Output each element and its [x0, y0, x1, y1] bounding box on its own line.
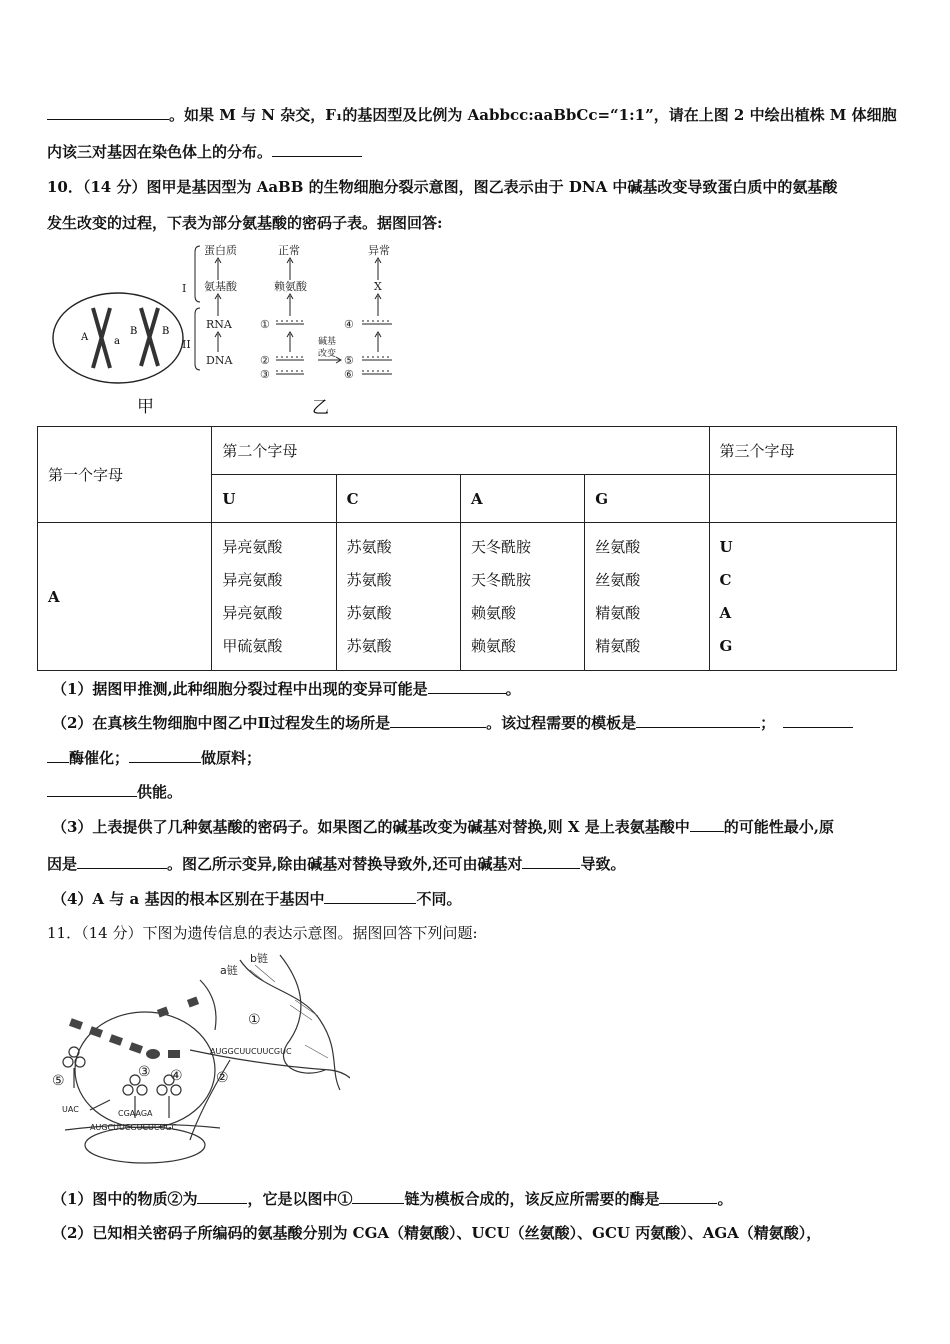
codon-table — [37, 426, 897, 671]
blank — [690, 830, 724, 832]
blank — [352, 1202, 404, 1204]
figure-jia-caption: 甲 — [137, 397, 154, 417]
header-second-letter: 第二个字母 — [212, 427, 709, 475]
label-normal: 正常 — [278, 244, 300, 257]
cell-col-U: 异亮氨酸 异亮氨酸 异亮氨酸 甲硫氨酸 — [212, 523, 336, 671]
q10-sub1: （1）据图甲推测,此种细胞分裂过程中出现的变异可能是 。 — [52, 680, 521, 698]
q10-sub2-line1: （2）在真核生物细胞中图乙中Ⅱ过程发生的场所是 。该过程需要的模板是 ； — [52, 712, 853, 733]
header-third-letter: 第三个字母 — [709, 427, 896, 475]
fig11-num-1: ① — [248, 1012, 261, 1028]
blank — [522, 867, 580, 869]
label-mrna-top: AUGGCUUCUUCGUC — [210, 1047, 292, 1056]
col-header-C: C — [336, 475, 460, 523]
cell-col-C: 苏氨酸 苏氨酸 苏氨酸 苏氨酸 — [336, 523, 460, 671]
q10-sub2-line3: 供能。 — [47, 781, 182, 802]
label-trna-bases: CGAAGA — [118, 1109, 153, 1118]
num-6: ⑥ — [344, 368, 354, 381]
blank — [47, 795, 137, 797]
label-base-1: 碱基 — [318, 337, 337, 347]
q10-sub3-line2: 因是 。图乙所示变异,除由碱基对替换导致外,还可由碱基对 导致。 — [47, 855, 626, 873]
q11-heading: 11．（14 分）下图为遗传信息的表达示意图。据图回答下列问题: — [47, 924, 478, 942]
blank — [659, 1202, 717, 1204]
chromosome-label-B2: B — [162, 326, 170, 337]
label-lysine: 赖氨酸 — [274, 280, 307, 293]
col-header-empty — [709, 475, 896, 523]
blank — [272, 155, 362, 157]
blank — [428, 692, 506, 694]
label-a-chain: a链 — [220, 964, 238, 977]
level-dna: DNA — [206, 354, 233, 367]
blank — [77, 867, 167, 869]
blank — [324, 902, 416, 904]
num-5: ⑤ — [344, 354, 354, 367]
num-2: ② — [260, 354, 270, 367]
num-4: ④ — [344, 318, 354, 331]
fig11-num-2: ② — [216, 1070, 229, 1086]
blank — [390, 726, 486, 728]
chromosome-label-a: a — [114, 336, 120, 347]
level-amino-acid: 氨基酸 — [204, 280, 237, 293]
figure-yi-caption: 乙 — [312, 398, 329, 418]
num-3: ③ — [260, 368, 270, 381]
q10-sub2-line2: 酶催化； 做原料； — [47, 747, 261, 768]
blank — [47, 761, 69, 763]
blank — [129, 761, 201, 763]
col-header-A: A — [460, 475, 584, 523]
q10-heading-2: 发生改变的过程，下表为部分氨基酸的密码子表。据图回答: — [47, 214, 443, 232]
top-line-2: 内该三对基因在染色体上的分布。 — [47, 141, 362, 162]
col-header-U: U — [212, 475, 336, 523]
q10-heading-1: 10．（14 分）图甲是基因型为 AaBB 的生物细胞分裂示意图，图乙表示由于 DNA 中碱基改变导致蛋白质中的氨基酸 — [47, 178, 838, 196]
col-header-G: G — [585, 475, 709, 523]
label-b-chain: b链 — [250, 952, 268, 965]
figure-yi-diagram — [178, 240, 408, 388]
blank — [47, 118, 169, 120]
level-rna: RNA — [206, 318, 232, 331]
header-first-letter: 第一个字母 — [38, 427, 212, 523]
chromosome-label-B1: B — [130, 326, 138, 337]
label-base-2: 改变 — [318, 349, 337, 359]
label-abnormal: 异常 — [368, 244, 390, 257]
label-x: X — [374, 280, 382, 293]
figure-gene-expression — [50, 950, 350, 1170]
fig11-num-4: ④ — [170, 1068, 183, 1084]
roman-I: I — [182, 282, 187, 295]
chromosome-label-A: A — [81, 332, 89, 343]
row-letter-A: A — [38, 523, 212, 671]
fig11-num-5: ⑤ — [52, 1073, 65, 1089]
cell-third-letter: U C A G — [709, 523, 896, 671]
figure-jia-cell — [48, 288, 188, 398]
cell-col-A: 天冬酰胺 天冬酰胺 赖氨酸 赖氨酸 — [460, 523, 584, 671]
blank — [636, 726, 760, 728]
label-mrna-seq: AUGCUUCGUCUCUGC — [90, 1123, 178, 1132]
top-line-1: 。如果 M 与 N 杂交，F₁的基因型及比例为 Aabbcc:aaBbCc=“1:1”，请在上图 2 中绘出植株 M 体细胞 — [47, 104, 897, 125]
roman-II: II — [182, 338, 191, 351]
label-anticodon: UAC — [62, 1105, 79, 1114]
num-1: ① — [260, 318, 270, 331]
q10-sub3-line1: （3）上表提供了几种氨基酸的密码子。如果图乙的碱基改变为碱基对替换,则 X 是上表氨基酸中 的可能性最小,原 — [52, 818, 834, 836]
blank — [197, 1202, 247, 1204]
cell-col-G: 丝氨酸 丝氨酸 精氨酸 精氨酸 — [585, 523, 709, 671]
blank — [783, 726, 853, 728]
q11-sub2: （2）已知相关密码子所编码的氨基酸分别为 CGA（精氨酸）、UCU（丝氨酸）、GCU 丙氨酸）、AGA（精氨酸）， — [52, 1224, 822, 1242]
level-protein: 蛋白质 — [204, 244, 237, 257]
q11-sub1: （1）图中的物质②为 ，它是以图中① 链为模板合成的，该反应所需要的酶是 。 — [52, 1190, 733, 1208]
fig11-num-3: ③ — [138, 1064, 151, 1080]
q10-sub4: （4）A 与 a 基因的根本区别在于基因中 不同。 — [52, 890, 462, 908]
